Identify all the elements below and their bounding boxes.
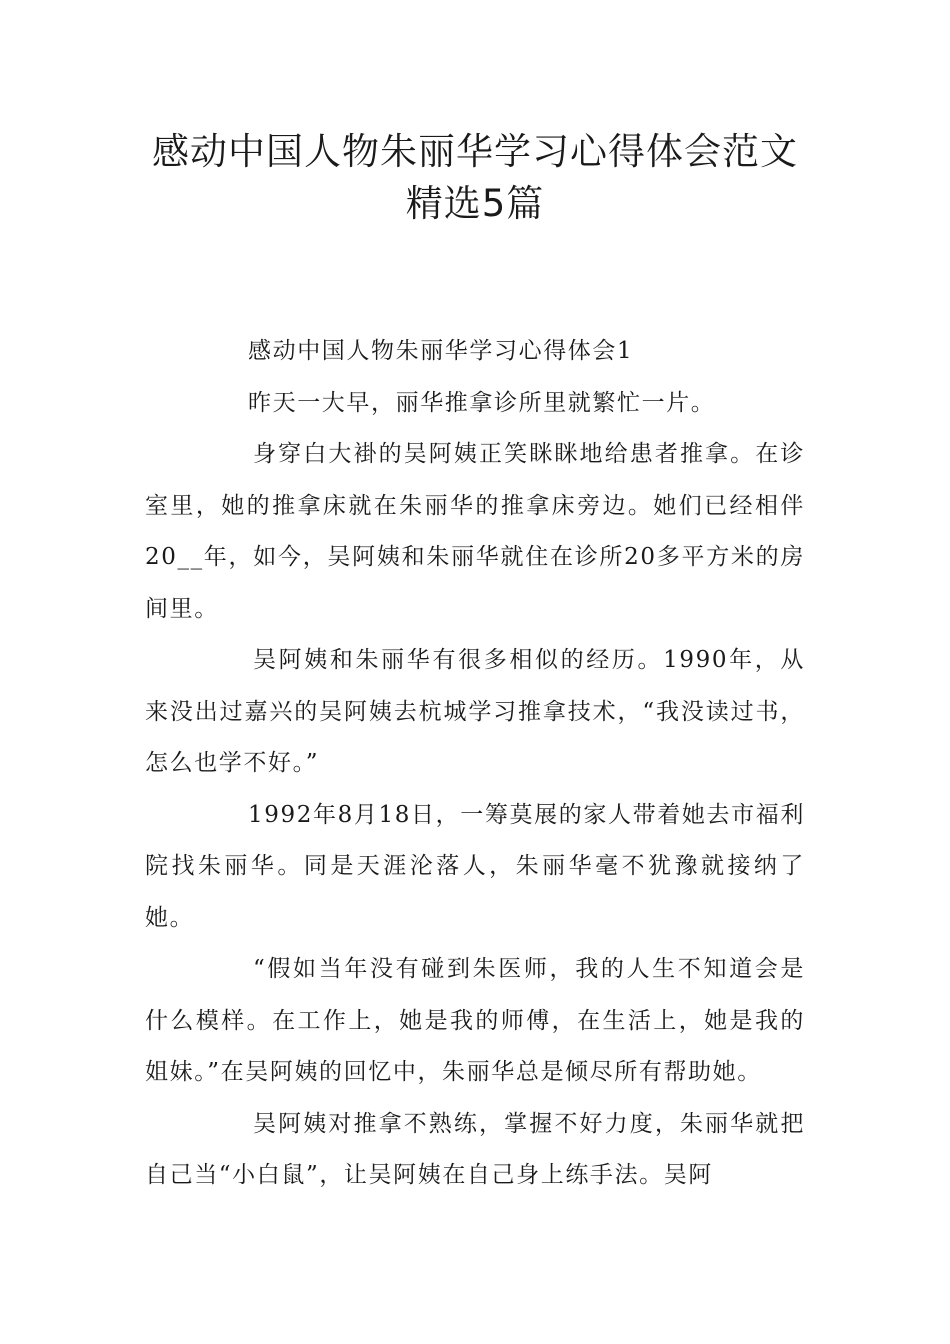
document-title-line-2: 精选5篇 bbox=[405, 182, 545, 225]
document-title-line-1: 感动中国人物朱丽华学习心得体会范文 bbox=[152, 130, 798, 173]
paragraph: 身穿白大褂的吴阿姨正笑眯眯地给患者推拿。在诊室里，她的推拿床就在朱丽华的推拿床旁边。她们已经相伴20__年，如今，吴阿姨和朱丽华就住在诊所20多平方米的房间里。 bbox=[145, 441, 805, 622]
section-heading: 感动中国人物朱丽华学习心得体会1 bbox=[248, 338, 634, 364]
paragraph: 吴阿姨和朱丽华有很多相似的经历。1990年，从来没出过嘉兴的吴阿姨去杭城学习推拿技术，“我没读过书，怎么也学不好。” bbox=[145, 647, 805, 776]
document-body bbox=[145, 326, 805, 1202]
paragraph: “假如当年没有碰到朱医师，我的人生不知道会是什么模样。在工作上，她是我的师傅，在生活上，她是我的姐妹。”在吴阿姨的回忆中，朱丽华总是倾尽所有帮助她。 bbox=[145, 956, 805, 1085]
paragraph: 1992年8月18日，一筹莫展的家人带着她去市福利院找朱丽华。同是天涯沦落人，朱丽华毫不犹豫就接纳了她。 bbox=[145, 801, 805, 931]
paragraph: 昨天一大早，丽华推拿诊所里就繁忙一片。 bbox=[248, 389, 716, 416]
paragraph: 吴阿姨对推拿不熟练，掌握不好力度，朱丽华就把自己当“小白鼠”，让吴阿姨在自己身上练手法。吴阿 bbox=[145, 1110, 805, 1188]
